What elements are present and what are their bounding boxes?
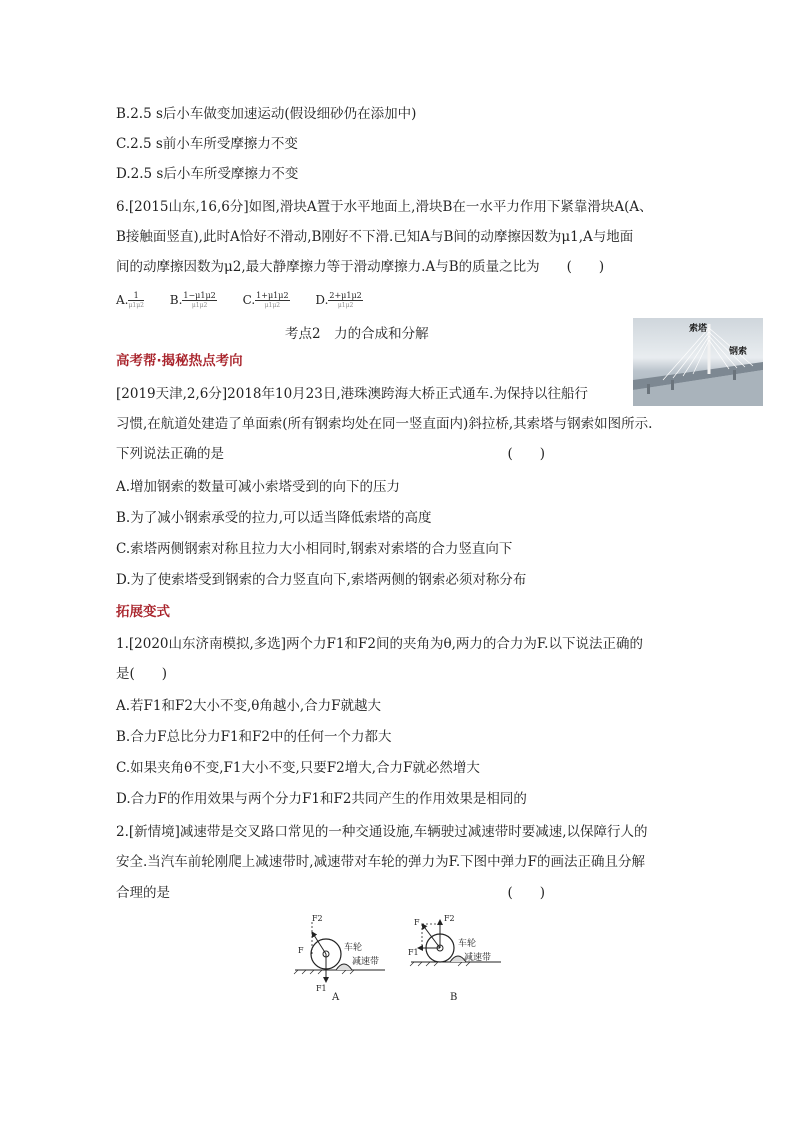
figure-a [290,912,400,1011]
question-6-options [116,291,385,310]
figure-b-label-bump: 减速带 [464,953,492,963]
question-6-line-2: B接触面竖直),此时A恰好不滑动,B刚好不下滑.已知A与B间的动摩擦因数为μ1,A与地面 [116,229,634,245]
gaokao-option-d: D.为了使索塔受到钢索的合力竖直向下,索塔两侧的钢索必须对称分布 [116,572,527,588]
option-a: A. $\frac{1}{\mu 1\mu 2}$ [116,291,144,309]
figure-b-caption: B [450,992,458,1003]
figure-b-label-f: F [414,918,420,927]
option-d-prev: D.2.5 s后小车所受摩擦力不变 [116,166,299,182]
question-6-line-3: 间的动摩擦因数为μ2,最大静摩擦力等于滑动摩擦力.A与B的质量之比为 ( ) [116,259,605,275]
option-c-prev: C.2.5 s前小车所受摩擦力不变 [116,136,298,152]
gaokao-question-line-1: [2019天津,2,6分]2018年10月23日,港珠澳跨海大桥正式通车.为保持以往船行 [116,386,588,402]
question-1-option-b: B.合力F总比分力F1和F2中的任何一个力都大 [116,729,392,745]
fraction-d: $\frac{2+\mu 1\mu 2}{\mu 1\mu 2}$ [329,291,362,309]
fraction-a: $\frac{1}{\mu 1\mu 2}$ [128,291,144,309]
figure-b [406,912,516,1011]
option-b: B. $\frac{1-\mu 1\mu 2}{\mu 1\mu 2}$ [169,291,216,309]
photo-label-cable: 钢索 [729,347,748,357]
question-2-line-2: 安全.当汽车前轮刚爬上减速带时,减速带对车轮的弹力为F.下图中弹力F的画法正确且分解 [116,854,646,870]
figure-a-caption: A [332,992,340,1003]
gaokao-question-line-2: 习惯,在航道处建造了单面索(所有钢索均处在同一竖直面内)斜拉桥,其索塔与钢索如图所示. [116,416,653,432]
fraction-b: $\frac{1-\mu 1\mu 2}{\mu 1\mu 2}$ [183,291,216,309]
figure-b-label-f1: F1 [408,948,419,957]
figure-b-label-wheel: 车轮 [458,939,477,949]
gaokao-option-a: A.增加钢索的数量可减小索塔受到的向下的压力 [116,479,401,495]
option-c: C. $\frac{1+\mu 1\mu 2}{\mu 1\mu 2}$ [242,291,289,309]
figure-a-label-f2: F2 [312,914,323,923]
option-d: D. $\frac{2+\mu 1\mu 2}{\mu 1\mu 2}$ [315,291,362,309]
question-2-line-1: 2.[新情境]减速带是交叉路口常见的一种交通设施,车辆驶过减速带时要减速,以保障行人的 [116,824,648,840]
figure-a-label-bump: 减速带 [352,957,380,967]
question-2-line-3: 合理的是 ( ) [116,885,546,901]
photo-label-tower: 索塔 [689,324,708,334]
question-1-option-d: D.合力F的作用效果与两个分力F1和F2共同产生的作用效果是相同的 [116,791,527,807]
figure-a-label-f1: F1 [316,984,327,993]
gaokao-option-c: C.索塔两侧钢索对称且拉力大小相同时,钢索对索塔的合力竖直向下 [116,541,513,557]
figure-b-diagram [406,912,516,1007]
section-title: 考点2 力的合成和分解 [285,326,429,342]
question-1-option-a: A.若F1和F2大小不变,θ角越小,合力F就越大 [116,698,382,714]
figure-b-label-f2: F2 [444,914,455,923]
bridge-photo [633,318,763,406]
figure-a-label-wheel: 车轮 [344,943,363,953]
tuozhan-heading: 拓展变式 [116,604,170,620]
question-6-line-1: 6.[2015山东,16,6分]如图,滑块A置于水平地面上,滑块B在一水平力作用下紧靠滑块A(A、 [116,199,653,215]
fraction-c: $\frac{1+\mu 1\mu 2}{\mu 1\mu 2}$ [256,291,289,309]
figure-a-diagram [290,912,400,1007]
gaokao-option-b: B.为了减小钢索承受的拉力,可以适当降低索塔的高度 [116,510,432,526]
gaokao-question-line-3: 下列说法正确的是 ( ) [116,446,546,462]
question-1-line-1: 1.[2020山东济南模拟,多选]两个力F1和F2间的夹角为θ,两力的合力为F.以下说法正确的 [116,636,643,652]
gaokao-heading: 高考帮·揭秘热点考向 [116,353,243,369]
question-1-line-2: 是( ) [116,666,168,682]
option-b-prev: B.2.5 s后小车做变加速运动(假设细砂仍在添加中) [116,106,417,122]
figure-a-label-f: F [298,946,304,955]
question-1-option-c: C.如果夹角θ不变,F1大小不变,只要F2增大,合力F就必然增大 [116,760,480,776]
